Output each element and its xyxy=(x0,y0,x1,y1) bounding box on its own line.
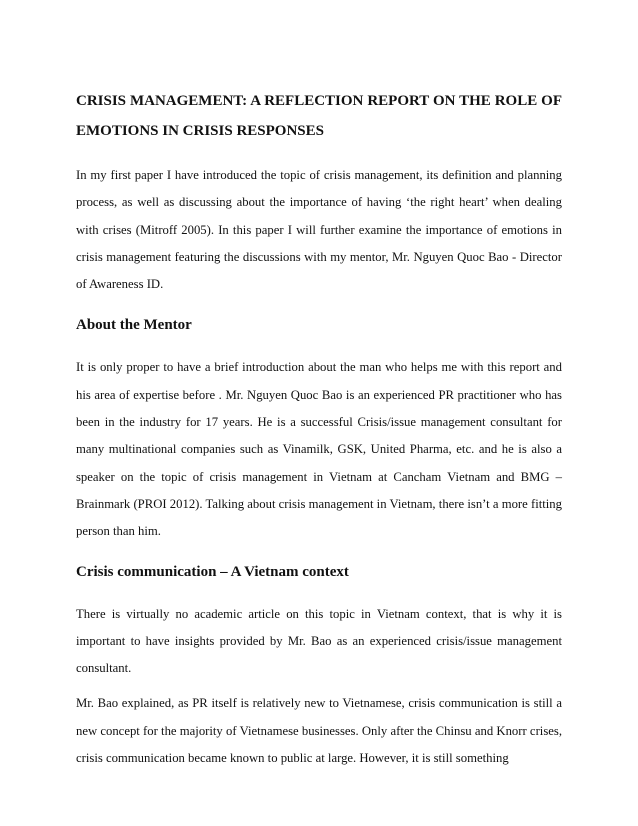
document-page xyxy=(76,86,562,772)
intro-paragraph: In my first paper I have introduced the topic of crisis management, its definition and planning process, as well as discussing about the importance of having ‘the right heart’ when dealing with crises (Mitroff 2005). In this paper I will further examine the importance of emotions in crisis management featuring the discussions with my mentor, Mr. Nguyen Quoc Bao - Director of Awareness ID. xyxy=(76,168,562,292)
mentor-paragraph: It is only proper to have a brief introduction about the man who helps me with this report and his area of expertise before . Mr. Nguyen Quoc Bao is an experienced PR practitioner who has been in the industry for 17 years. He is a successful Crisis/issue management consultant for many multinational companies such as Vinamilk, GSK, United Pharma, etc. and he is also a speaker on the topic of crisis management in Vietnam at Cancham Vietnam and BMG – Brainmark (PROI 2012). Talking about crisis management in Vietnam, there isn’t a more fitting person than him. xyxy=(76,360,562,539)
crisis-paragraph-1: There is virtually no academic article on this topic in Vietnam context, that is why it is important to have insights provided by Mr. Bao as an experienced crisis/issue management consultant. xyxy=(76,606,562,676)
section-heading-about-mentor: About the Mentor xyxy=(76,317,192,334)
document-title: CRISIS MANAGEMENT: A REFLECTION REPORT ON THE ROLE OF EMOTIONS IN CRISIS RESPONSES xyxy=(76,93,562,139)
section-heading-crisis-communication: Crisis communication – A Vietnam context xyxy=(76,563,349,580)
crisis-paragraph-2: Mr. Bao explained, as PR itself is relatively new to Vietnamese, crisis communication is still a new concept for the majority of Vietnamese businesses. Only after the Chinsu and Knorr crises, crisis communication became known to public at large. However, it is still something xyxy=(76,696,562,766)
